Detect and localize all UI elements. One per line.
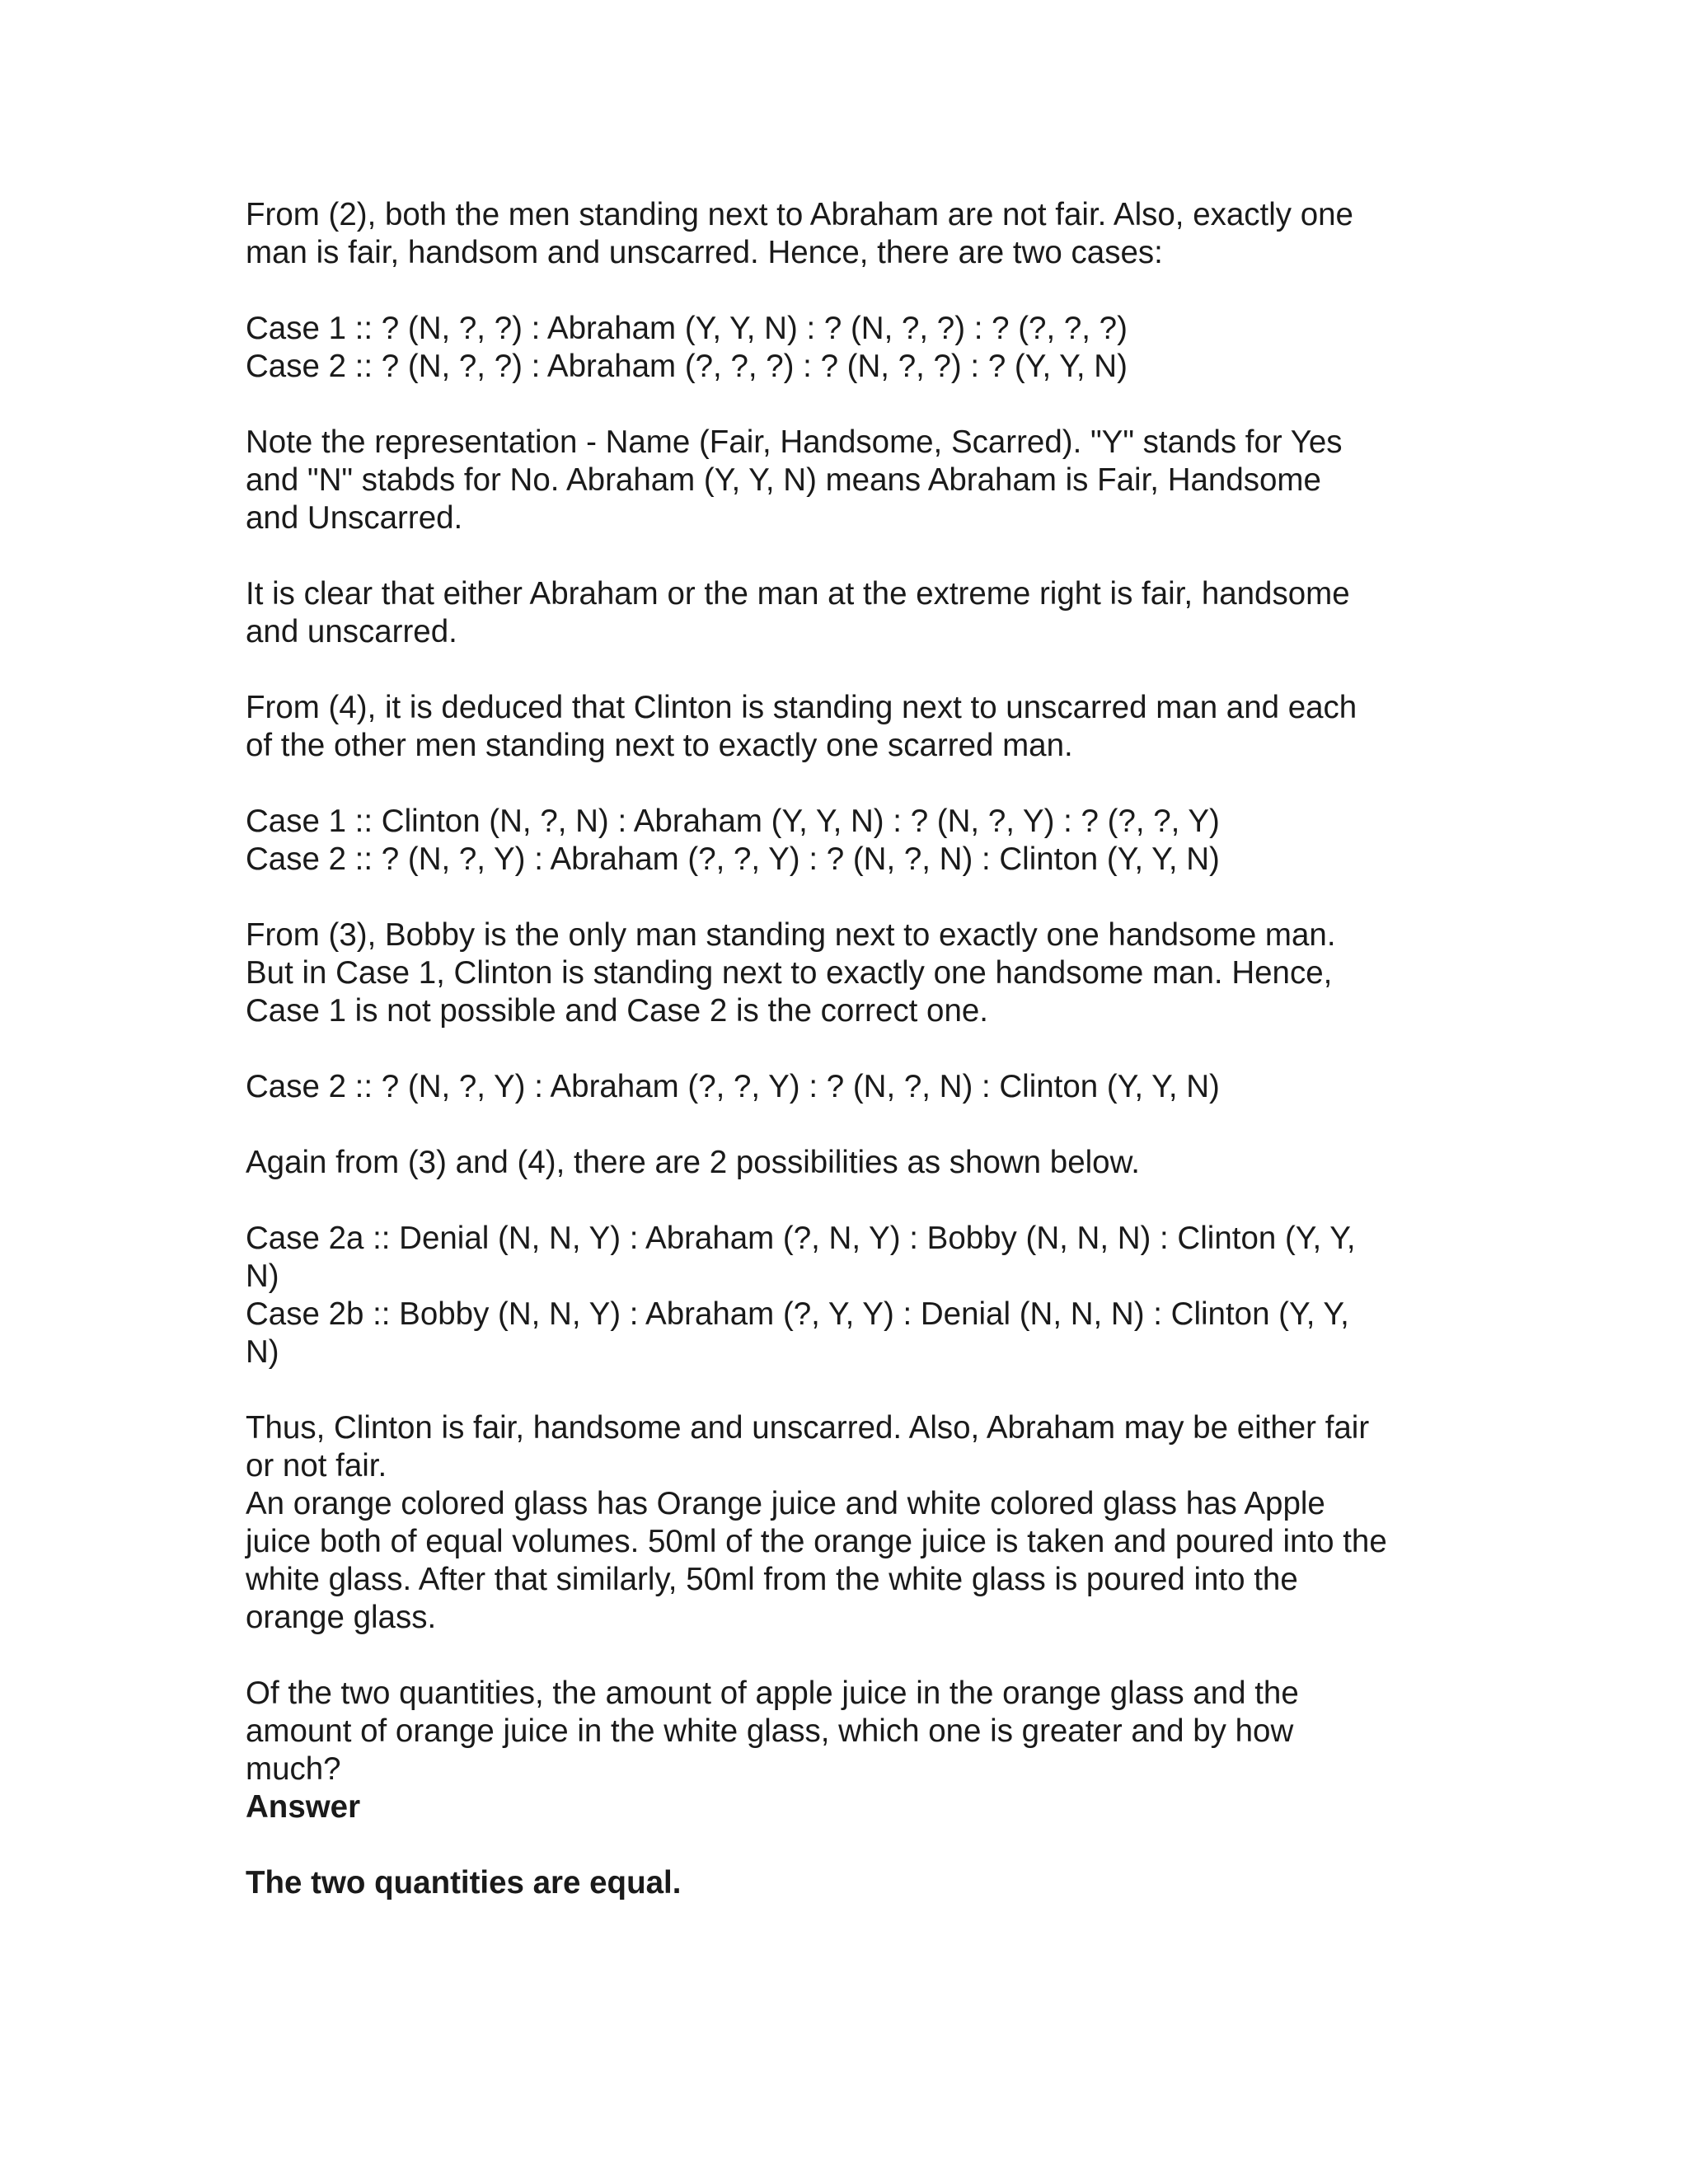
paragraph-gap xyxy=(246,1826,1449,1864)
text-line: much? xyxy=(246,1751,341,1787)
paragraph-gap xyxy=(246,879,1449,916)
text-line: It is clear that either Abraham or the man at the extreme right is fair, handsome xyxy=(246,576,1350,612)
paragraph-gap xyxy=(246,651,1449,689)
paragraph-intro xyxy=(246,196,1449,272)
text-line: white glass. After that similarly, 50ml from the white glass is poured into the xyxy=(246,1562,1298,1597)
text-line: From (2), both the men standing next to Abraham are not fair. Also, exactly one xyxy=(246,197,1353,232)
text-line: and Unscarred. xyxy=(246,500,463,536)
text-line: amount of orange juice in the white glass, which one is greater and by how xyxy=(246,1713,1294,1749)
paragraph-from-4 xyxy=(246,689,1449,765)
text-line: of the other men standing next to exactly one scarred man. xyxy=(246,728,1073,763)
paragraph-clear xyxy=(246,575,1449,651)
text-line: Case 2b :: Bobby (N, N, Y) : Abraham (?, Y, Y) : Denial (N, N, N) : Clinton (Y, Y, xyxy=(246,1296,1349,1332)
text-line: man is fair, handsom and unscarred. Hence, there are two cases: xyxy=(246,235,1163,270)
text-line: or not fair. xyxy=(246,1448,387,1483)
text-line: Case 2 :: ? (N, ?, Y) : Abraham (?, ?, Y) : ? (N, ?, N) : Clinton (Y, Y, N) xyxy=(246,1069,1220,1104)
paragraph-cases-scarred xyxy=(246,803,1449,879)
paragraph-gap xyxy=(246,765,1449,803)
text-line: Case 2 :: ? (N, ?, ?) : Abraham (?, ?, ?) : ? (N, ?, ?) : ? (Y, Y, N) xyxy=(246,349,1128,384)
paragraph-gap xyxy=(246,1637,1449,1675)
text-line: N) xyxy=(246,1334,279,1370)
paragraph-gap xyxy=(246,386,1449,424)
text-line: juice both of equal volumes. 50ml of the orange juice is taken and poured into the xyxy=(246,1524,1387,1559)
text-line: An orange colored glass has Orange juice and white colored glass has Apple xyxy=(246,1486,1325,1521)
text-line: and "N" stabds for No. Abraham (Y, Y, N) means Abraham is Fair, Handsome xyxy=(246,462,1321,498)
paragraph-again xyxy=(246,1144,1449,1182)
paragraph-cases-final xyxy=(246,1220,1449,1371)
document-body xyxy=(246,196,1449,1902)
text-line: From (3), Bobby is the only man standing next to exactly one handsome man. xyxy=(246,917,1336,953)
paragraph-note xyxy=(246,424,1449,537)
text-line: N) xyxy=(246,1258,279,1294)
text-line: Case 2 :: ? (N, ?, Y) : Abraham (?, ?, Y) : ? (N, ?, N) : Clinton (Y, Y, N) xyxy=(246,841,1220,877)
text-line: Again from (3) and (4), there are 2 possibilities as shown below. xyxy=(246,1145,1140,1180)
paragraph-case-2 xyxy=(246,1068,1449,1106)
paragraph-question xyxy=(246,1675,1449,1826)
text-line: Of the two quantities, the amount of apple juice in the orange glass and the xyxy=(246,1675,1299,1711)
text-line: orange glass. xyxy=(246,1600,437,1635)
paragraph-cases-initial xyxy=(246,310,1449,386)
paragraph-gap xyxy=(246,537,1449,575)
text-line: Case 1 :: Clinton (N, ?, N) : Abraham (Y, Y, N) : ? (N, ?, Y) : ? (?, ?, Y) xyxy=(246,804,1220,839)
text-line: From (4), it is deduced that Clinton is standing next to unscarred man and each xyxy=(246,690,1357,725)
answer-text: The two quantities are equal. xyxy=(246,1865,682,1900)
text-line: But in Case 1, Clinton is standing next to exactly one handsome man. Hence, xyxy=(246,955,1333,991)
text-line: Case 2a :: Denial (N, N, Y) : Abraham (?, N, Y) : Bobby (N, N, N) : Clinton (Y, Y, xyxy=(246,1221,1356,1256)
paragraph-gap xyxy=(246,1030,1449,1068)
text-line: Note the representation - Name (Fair, Handsome, Scarred). "Y" stands for Yes xyxy=(246,424,1343,460)
paragraph-gap xyxy=(246,1106,1449,1144)
paragraph-gap xyxy=(246,272,1449,310)
paragraph-from-3 xyxy=(246,916,1449,1030)
paragraph-conclusion-and-puzzle xyxy=(246,1409,1449,1637)
paragraph-gap xyxy=(246,1371,1449,1409)
answer-heading: Answer xyxy=(246,1789,361,1825)
paragraph-answer xyxy=(246,1864,1449,1902)
text-line: Case 1 :: ? (N, ?, ?) : Abraham (Y, Y, N) : ? (N, ?, ?) : ? (?, ?, ?) xyxy=(246,311,1128,346)
text-line: and unscarred. xyxy=(246,614,457,649)
paragraph-gap xyxy=(246,1182,1449,1220)
text-line: Thus, Clinton is fair, handsome and unscarred. Also, Abraham may be either fair xyxy=(246,1410,1370,1446)
text-line: Case 1 is not possible and Case 2 is the correct one. xyxy=(246,993,988,1029)
